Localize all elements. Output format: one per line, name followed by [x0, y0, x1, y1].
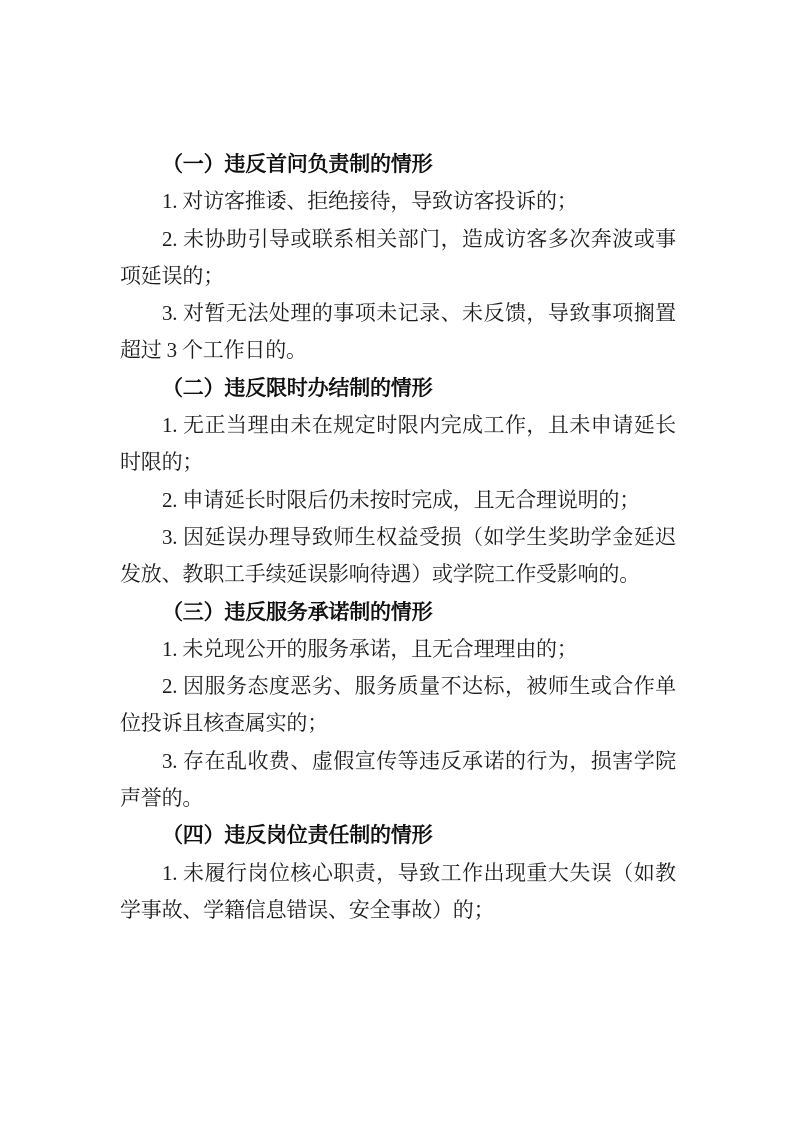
section-heading: （一）违反首问负责制的情形 — [162, 153, 433, 176]
list-item: 2. 申请延长时限后仍未按时完成，且无合理说明的； — [162, 487, 640, 512]
section-heading: （三）违反服务承诺制的情形 — [162, 600, 433, 624]
list-item: 3. 对暂无法处理的事项未记录、未反馈，导致事项搁置超过 3 个工作日的。 — [120, 301, 676, 363]
list-item: 2. 因服务态度恶劣、服务质量不达标，被师生或合作单位投诉且核查属实的； — [120, 674, 676, 736]
list-item: 2. 未协助引导或联系相关部门，造成访客多次奔波或事项延误的； — [120, 226, 676, 288]
list-item: 1. 未兑现公开的服务承诺，且无合理理由的； — [162, 636, 578, 661]
list-item: 1. 未履行岗位核心职责，导致工作出现重大失误（如教学事故、学籍信息错误、安全事故）的； — [120, 860, 676, 922]
list-item: 1. 对访客推诿、拒绝接待，导致访客投诉的； — [162, 189, 578, 214]
section-heading: （四）违反岗位责任制的情形 — [162, 824, 433, 848]
section-heading: （二）违反限时办结制的情形 — [162, 376, 433, 400]
document-content — [120, 146, 676, 929]
list-item: 1. 无正当理由未在规定时限内完成工作，且未申请延长时限的； — [120, 413, 676, 475]
list-item: 3. 存在乱收费、虚假宣传等违反承诺的行为，损害学院声誉的。 — [120, 748, 676, 811]
list-item: 3. 因延误办理导致师生权益受损（如学生奖助学金延迟发放、教职工手续延误影响待遇）或学院工作受影响的。 — [120, 524, 676, 587]
